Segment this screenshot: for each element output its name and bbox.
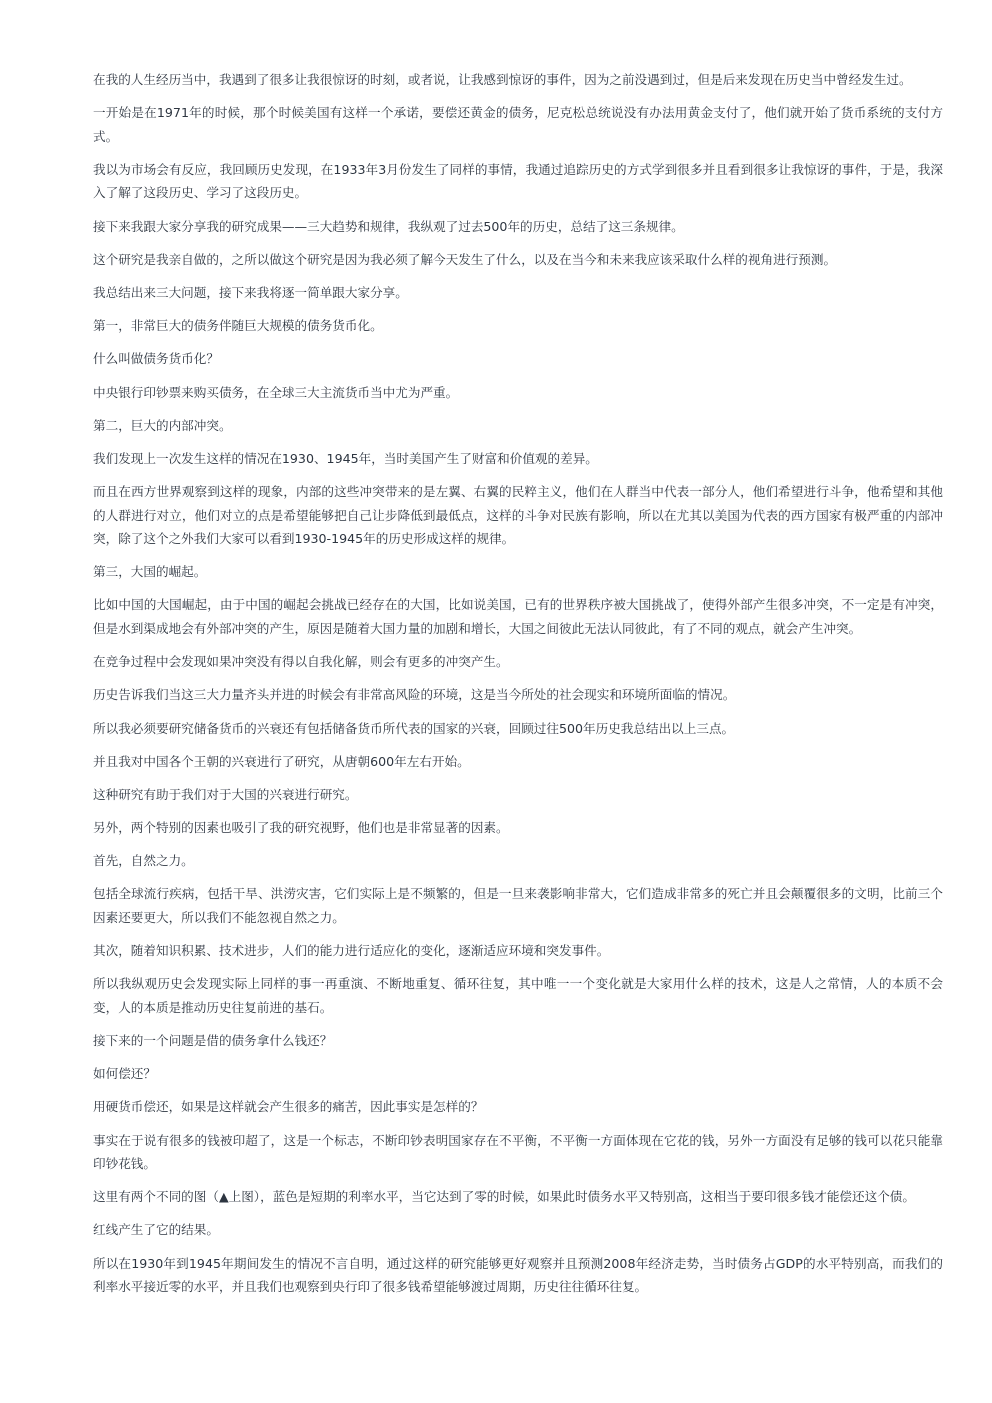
paragraph: 一开始是在1971年的时候，那个时候美国有这样一个承诺，要偿还黄金的债务，尼克松总统说没有办法用黄金支付了，他们就开始了货币系统的支付方式。 [93, 105, 943, 144]
paragraph: 所以我必须要研究储备货币的兴衰还有包括储备货币所代表的国家的兴衰，回顾过往500年历史我总结出以上三点。 [93, 720, 735, 736]
paragraph: 什么叫做债务货币化？ [93, 351, 219, 367]
paragraph: 我以为市场会有反应，我回顾历史发现，在1933年3月份发生了同样的事情，我通过追踪历史的方式学到很多并且看到很多让我惊讶的事件，于是，我深入了解了这段历史、学习了这段历史。 [93, 161, 943, 201]
paragraph: 比如中国的大国崛起，由于中国的崛起会挑战已经存在的大国，比如说美国，已有的世界秩序被大国挑战了，使得外部产生很多冲突，不一定是有冲突，但是水到渠成地会有外部冲突的产生，原因是随着大国力量的加剧和增长，大国之间彼此无法认同彼此，有了不同的观点，就会产生冲突。 [93, 597, 943, 636]
paragraph: 如何偿还？ [93, 1066, 156, 1082]
paragraph: 第一，非常巨大的债务伴随巨大规模的债务货币化。 [93, 318, 383, 334]
paragraph: 另外，两个特别的因素也吸引了我的研究视野，他们也是非常显著的因素。 [93, 820, 509, 836]
paragraph: 包括全球流行疾病，包括干旱、洪涝灾害，它们实际上是不频繁的，但是一旦来袭影响非常大，它们造成非常多的死亡并且会颠覆很多的文明，比前三个因素还要更大，所以我们不能忽视自然之力。 [93, 886, 943, 925]
paragraph: 在竞争过程中会发现如果冲突没有得以自我化解，则会有更多的冲突产生。 [93, 654, 509, 670]
paragraph: 中央银行印钞票来购买债务，在全球三大主流货币当中尤为严重。 [93, 384, 459, 400]
paragraph: 这里有两个不同的图（▲上图），蓝色是短期的利率水平，当它达到了零的时候，如果此时债务水平又特别高，这相当于要印很多钱才能偿还这个债。 [93, 1189, 915, 1205]
paragraph: 接下来我跟大家分享我的研究成果——三大趋势和规律，我纵观了过去500年的历史，总结了这三条规律。 [93, 218, 684, 234]
paragraph: 第三，大国的崛起。 [93, 564, 207, 580]
paragraph: 用硬货币偿还，如果是这样就会产生很多的痛苦，因此事实是怎样的？ [93, 1099, 484, 1115]
paragraph: 历史告诉我们当这三大力量齐头并进的时候会有非常高风险的环境，这是当今所处的社会现实和环境所面临的情况。 [93, 687, 736, 703]
paragraph: 而且在西方世界观察到这样的现象，内部的这些冲突带来的是左翼、右翼的民粹主义，他们在人群当中代表一部分人，他们希望进行斗争，他希望和其他的人群进行对立，他们对立的点是希望能够把自己让步降低到最低点，这样的斗争对民族有影响，所以在尤其以美国为代表的西方国家有极严重的内部冲突，除了这个之外我们大家可以看到1930-1945年的历史形成这样的规律。 [93, 484, 943, 547]
paragraph: 我总结出来三大问题，接下来我将逐一简单跟大家分享。 [93, 284, 408, 300]
paragraph: 红线产生了它的结果。 [93, 1222, 219, 1238]
paragraph: 在我的人生经历当中，我遇到了很多让我很惊讶的时刻，或者说，让我感到惊讶的事件，因为之前没遇到过，但是后来发现在历史当中曾经发生过。 [93, 72, 912, 87]
paragraph: 接下来的一个问题是借的债务拿什么钱还？ [93, 1033, 333, 1048]
paragraph: 并且我对中国各个王朝的兴衰进行了研究，从唐朝600年左右开始。 [93, 753, 470, 769]
paragraph: 我们发现上一次发生这样的情况在1930、1945年，当时美国产生了财富和价值观的差异。 [93, 450, 598, 466]
paragraph: 这个研究是我亲自做的，之所以做这个研究是因为我必须了解今天发生了什么，以及在当今和未来我应该采取什么样的视角进行预测。 [93, 251, 837, 267]
paragraph: 第二，巨大的内部冲突。 [93, 417, 232, 433]
paragraph: 这种研究有助于我们对于大国的兴衰进行研究。 [93, 786, 358, 802]
paragraph: 所以在1930年到1945年期间发生的情况不言自明，通过这样的研究能够更好观察并且预测2008年经济走势，当时债务占GDP的水平特别高，而我们的利率水平接近零的水平，并且我们也观察到央行印了很多钱希望能够渡过周期，历史往往循环往复。 [93, 1255, 943, 1295]
paragraph: 事实在于说有很多的钱被印超了，这是一个标志，不断印钞表明国家存在不平衡，不平衡一方面体现在它花的钱，另外一方面没有足够的钱可以花只能靠印钞花钱。 [93, 1132, 943, 1172]
paragraph: 所以我纵观历史会发现实际上同样的事一再重演、不断地重复、循环往复，其中唯一一个变化就是大家用什么样的技术，这是人之常情，人的本质不会变，人的本质是推动历史往复前进的基石。 [93, 976, 943, 1015]
document-body [93, 68, 943, 1308]
paragraph: 其次，随着知识积累、技术进步，人们的能力进行适应化的变化，逐渐适应环境和突发事件。 [93, 943, 610, 959]
paragraph: 首先，自然之力。 [93, 853, 194, 869]
